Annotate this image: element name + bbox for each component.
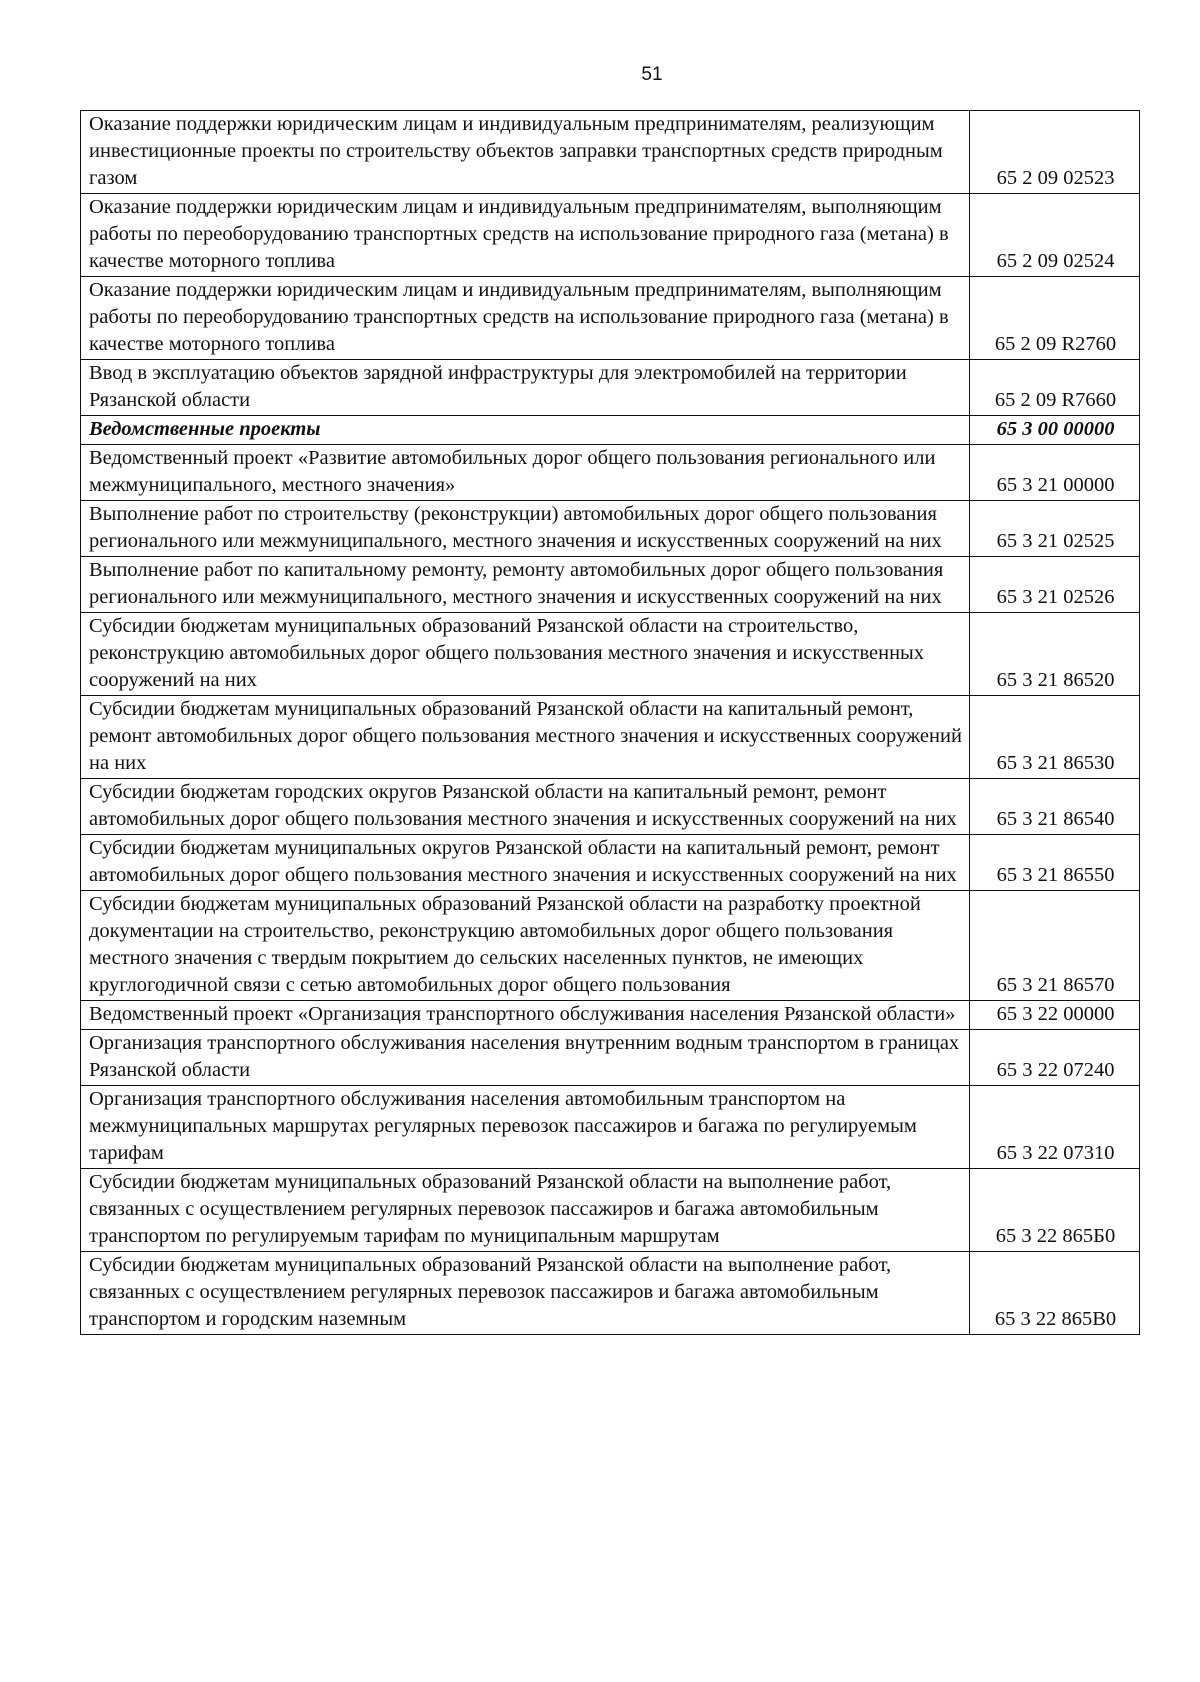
- row-description: Ведомственный проект «Развитие автомобильных дорог общего пользования регионального или межмуниципального, местного значения»: [81, 445, 970, 501]
- table-row: [81, 613, 1140, 696]
- budget-classification-table: [80, 110, 1140, 1335]
- row-code: 65 3 00 00000: [970, 416, 1140, 445]
- row-description: Субсидии бюджетам муниципальных округов Рязанской области на капитальный ремонт, ремонт автомобильных дорог общего пользования местного значения и искусственных сооружений на них: [81, 835, 970, 891]
- row-description: Субсидии бюджетам муниципальных образований Рязанской области на выполнение работ, связанных с осуществлением регулярных перевозок пассажиров и багажа автомобильным транспортом по регулируемым тарифам по муниципальным маршрутам: [81, 1169, 970, 1252]
- row-code: 65 3 21 86520: [970, 613, 1140, 696]
- row-description: Субсидии бюджетам муниципальных образований Рязанской области на капитальный ремонт, ремонт автомобильных дорог общего пользования местного значения и искусственных сооружений на них: [81, 696, 970, 779]
- row-code: 65 2 09 R2760: [970, 277, 1140, 360]
- row-code: 65 3 22 865Б0: [970, 1169, 1140, 1252]
- table-row: [81, 445, 1140, 501]
- table-row: [81, 1086, 1140, 1169]
- row-description: Выполнение работ по строительству (реконструкции) автомобильных дорог общего пользования регионального или межмуниципального, местного значения и искусственных сооружений на них: [81, 501, 970, 557]
- table-row: [81, 557, 1140, 613]
- row-code: 65 2 09 02523: [970, 111, 1140, 194]
- row-description: Оказание поддержки юридическим лицам и индивидуальным предпринимателям, выполняющим работы по переоборудованию транспортных средств на использование природного газа (метана) в качестве моторного топлива: [81, 194, 970, 277]
- row-code: 65 3 21 86530: [970, 696, 1140, 779]
- row-description: Организация транспортного обслуживания населения внутренним водным транспортом в границах Рязанской области: [81, 1030, 970, 1086]
- row-code: 65 3 22 00000: [970, 1001, 1140, 1030]
- table-row: [81, 1030, 1140, 1086]
- row-description: Субсидии бюджетам муниципальных образований Рязанской области на выполнение работ, связанных с осуществлением регулярных перевозок пассажиров и багажа автомобильным транспортом и городским наземным: [81, 1252, 970, 1335]
- table-body: [81, 111, 1140, 1335]
- row-description: Выполнение работ по капитальному ремонту, ремонту автомобильных дорог общего пользования регионального или межмуниципального, местного значения и искусственных сооружений на них: [81, 557, 970, 613]
- row-code: 65 3 22 07310: [970, 1086, 1140, 1169]
- row-description: Ввод в эксплуатацию объектов зарядной инфраструктуры для электромобилей на территории Рязанской области: [81, 360, 970, 416]
- table-row: [81, 779, 1140, 835]
- row-code: 65 3 21 02525: [970, 501, 1140, 557]
- row-description: Ведомственный проект «Организация транспортного обслуживания населения Рязанской области»: [81, 1001, 970, 1030]
- row-code: 65 3 22 865В0: [970, 1252, 1140, 1335]
- row-code: 65 3 21 02526: [970, 557, 1140, 613]
- table-row: [81, 277, 1140, 360]
- row-code: 65 3 22 07240: [970, 1030, 1140, 1086]
- table-row: [81, 1001, 1140, 1030]
- table-row: [81, 360, 1140, 416]
- section-row: [81, 416, 1140, 445]
- table-row: [81, 501, 1140, 557]
- row-description: Оказание поддержки юридическим лицам и индивидуальным предпринимателям, реализующим инвестиционные проекты по строительству объектов заправки транспортных средств природным газом: [81, 111, 970, 194]
- row-description: Организация транспортного обслуживания населения автомобильным транспортом на межмуниципальных маршрутах регулярных перевозок пассажиров и багажа по регулируемым тарифам: [81, 1086, 970, 1169]
- row-description: Ведомственные проекты: [81, 416, 970, 445]
- table-row: [81, 696, 1140, 779]
- row-description: Оказание поддержки юридическим лицам и индивидуальным предпринимателям, выполняющим работы по переоборудованию транспортных средств на использование природного газа (метана) в качестве моторного топлива: [81, 277, 970, 360]
- row-description: Субсидии бюджетам муниципальных образований Рязанской области на разработку проектной документации на строительство, реконструкцию автомобильных дорог общего пользования местного значения с твердым покрытием до сельских населенных пунктов, не имеющих круглогодичной связи с сетью автомобильных дорог общего пользования: [81, 891, 970, 1001]
- row-code: 65 3 21 86570: [970, 891, 1140, 1001]
- row-description: Субсидии бюджетам городских округов Рязанской области на капитальный ремонт, ремонт автомобильных дорог общего пользования местного значения и искусственных сооружений на них: [81, 779, 970, 835]
- row-code: 65 3 21 00000: [970, 445, 1140, 501]
- row-code: 65 2 09 02524: [970, 194, 1140, 277]
- table-row: [81, 111, 1140, 194]
- table-row: [81, 891, 1140, 1001]
- table-row: [81, 194, 1140, 277]
- table-row: [81, 1252, 1140, 1335]
- row-code: 65 3 21 86540: [970, 779, 1140, 835]
- row-code: 65 2 09 R7660: [970, 360, 1140, 416]
- page-number: 51: [641, 64, 663, 85]
- table-row: [81, 835, 1140, 891]
- row-description: Субсидии бюджетам муниципальных образований Рязанской области на строительство, реконструкцию автомобильных дорог общего пользования местного значения и искусственных сооружений на них: [81, 613, 970, 696]
- row-code: 65 3 21 86550: [970, 835, 1140, 891]
- table-row: [81, 1169, 1140, 1252]
